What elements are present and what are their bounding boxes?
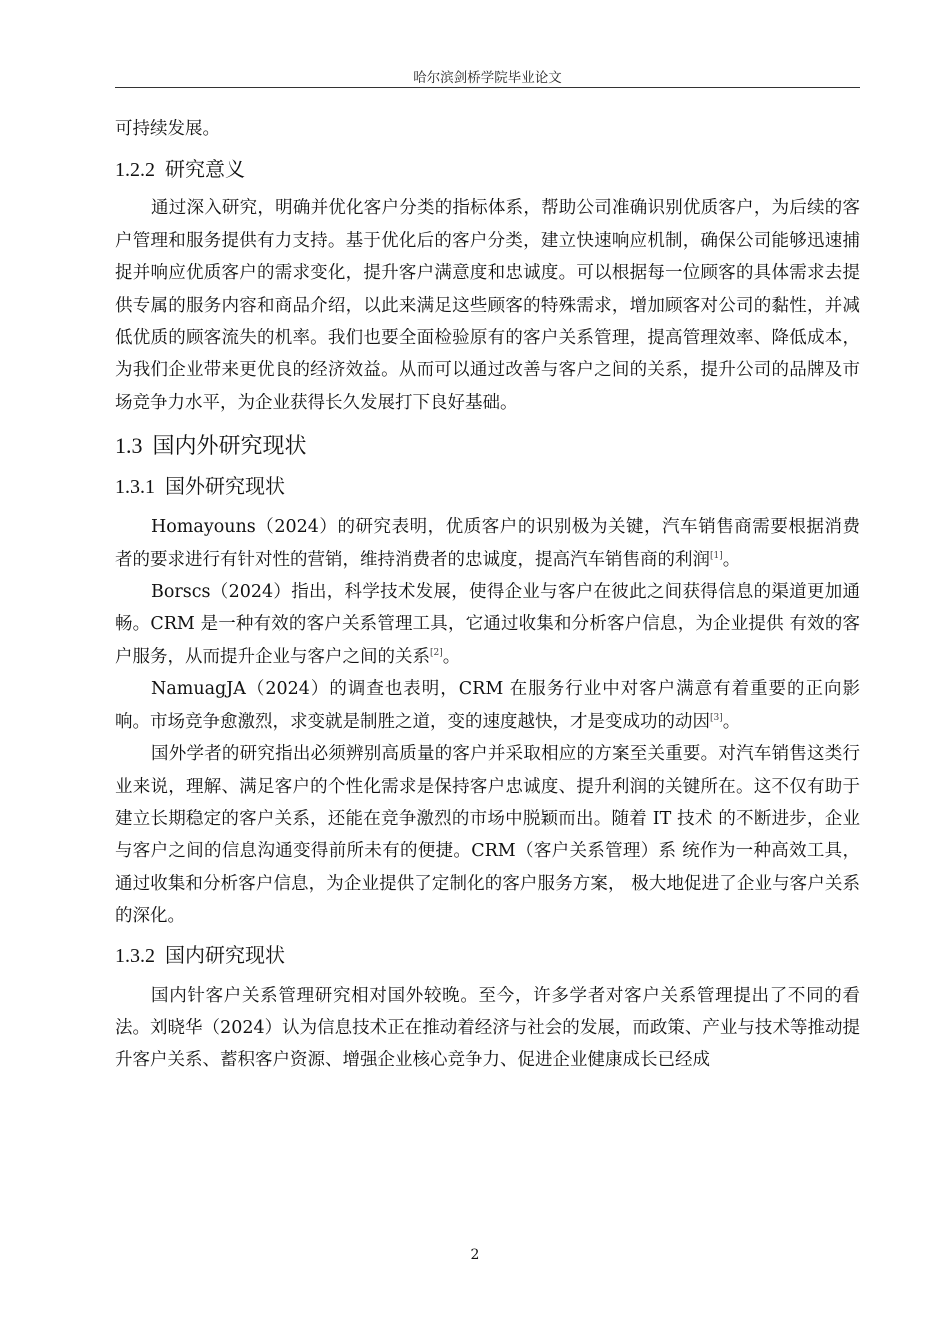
running-header: 哈尔滨剑桥学院毕业论文: [413, 70, 562, 86]
intro-tail-paragraph: 可持续发展。: [115, 119, 220, 139]
section-title: 国内研究现状: [165, 942, 285, 967]
section-heading-1-3-2: [115, 941, 860, 970]
page-number: 2: [470, 1247, 480, 1263]
paragraph-end: 。: [722, 549, 741, 570]
section-heading-1-2-2: [115, 155, 860, 184]
section-heading-1-3-1: [115, 472, 860, 501]
foreign-research-paragraph-4: 国外学者的研究指出必须辨别高质量的客户并采取相应的方案至关重要。对汽车销售这类行业来说，理解、满足客户的个性化需求是保持客户忠诚度、提升利润的关键所在。这不仅有助于建立长期稳定的客户关系，还能在竞争激烈的市场中脱颖而出。随着 IT 技术 的不断进步，企业与客户之间的信息沟通变得前所未有的便捷。CRM（客户关系管理）系 统作为一种高效工具，通过收集和分析客户信息，为企业提供了定制化的客户服务方案， 极大地促进了企业与客户关系的深化。: [115, 744, 860, 927]
domestic-research-paragraph-1: 国内针客户关系管理研究相对国外较晚。至今，许多学者对客户关系管理提出了不同的看法。刘晓华（2024）认为信息技术正在推动着经济与社会的发展，而政策、产业与技术等推动提升客户关系、蓄积客户资源、增强企业核心竞争力、促进企业健康成长已经成: [115, 985, 860, 1071]
citation-ref: [3]: [710, 712, 723, 723]
paragraph-text: Homayouns（2024）的研究表明，优质客户的识别极为关键，汽车销售商需要根据消费者的要求进行有针对性的营销，维持消费者的忠诚度，提高汽车销售商的利润: [115, 517, 860, 570]
section-number: 1.3: [115, 433, 143, 459]
header-rule: [115, 87, 860, 88]
paragraph-end: 。: [442, 646, 461, 667]
citation-ref: [1]: [710, 550, 723, 561]
foreign-research-paragraph-3: [115, 673, 860, 738]
paragraph-end: 。: [722, 711, 741, 732]
foreign-research-paragraph-2: [115, 576, 860, 673]
paragraph-text: NamuagJA（2024）的调查也表明，CRM 在服务行业中对客户满意有着重要的正向影响。市场竞争愈激烈，求变就是制胜之道，变的速度越快，才是变成功的动因: [115, 679, 860, 732]
citation-ref: [2]: [430, 648, 443, 659]
research-significance-paragraph: 通过深入研究，明确并优化客户分类的指标体系，帮助公司准确识别优质客户，为后续的客户管理和服务提供有力支持。基于优化后的客户分类，建立快速响应机制，确保公司能够迅速捕捉并响应优质客户的需求变化，提升客户满意度和忠诚度。可以根据每一位顾客的具体需求去提供专属的服务内容和商品介绍，以此来满足这些顾客的特殊需求，增加顾客对公司的黏性，并减低优质的顾客流失的机率。我们也要全面检验原有的客户关系管理，提高管理效率、降低成本，为我们企业带来更优良的经济效益。从而可以通过改善与客户之间的关系，提升公司的品牌及市场竞争力水平，为企业获得长久发展打下良好基础。: [115, 198, 860, 413]
paragraph-text: Borscs（2024）指出，科学技术发展，使得企业与客户在彼此之间获得信息的渠道更加通畅。CRM 是一种有效的客户关系管理工具，它通过收集和分析客户信息，为企业提供 有效的客户服务，从而提升企业与客户之间的关系: [115, 582, 860, 667]
foreign-research-paragraph-1: [115, 511, 860, 576]
page-body: [115, 113, 860, 1077]
section-title: 研究意义: [165, 157, 245, 182]
section-heading-1-3: [115, 431, 860, 462]
section-number: 1.3.1: [115, 476, 155, 499]
section-number: 1.2.2: [115, 159, 155, 182]
section-title: 国外研究现状: [165, 474, 285, 499]
section-number: 1.3.2: [115, 944, 155, 967]
section-title: 国内外研究现状: [152, 434, 307, 460]
